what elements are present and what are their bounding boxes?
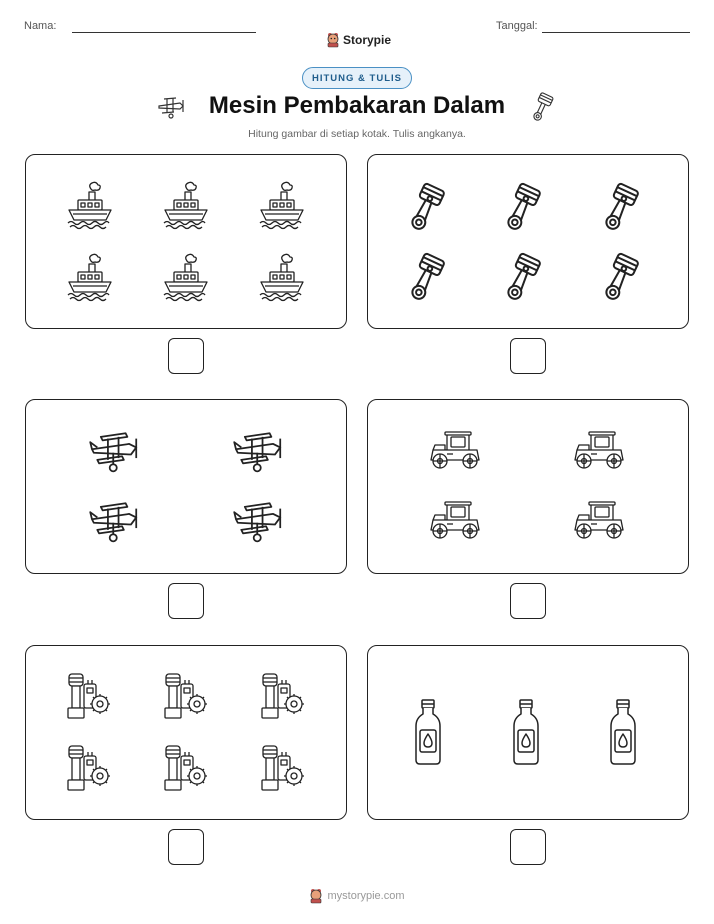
count-panel-biplanes bbox=[25, 399, 347, 574]
biplane-icon bbox=[232, 498, 286, 544]
boat-icon bbox=[257, 252, 307, 302]
boat-icon bbox=[65, 180, 115, 230]
storypie-mascot-icon bbox=[309, 888, 323, 904]
boat-icon bbox=[65, 252, 115, 302]
oil-bottle-icon bbox=[511, 698, 541, 766]
answer-box[interactable] bbox=[168, 583, 204, 619]
piston-icon bbox=[502, 250, 542, 304]
answer-box[interactable] bbox=[168, 829, 204, 865]
brand-logo bbox=[326, 32, 391, 48]
storypie-mascot-icon bbox=[326, 32, 340, 48]
engine-icon bbox=[163, 670, 209, 722]
biplane-icon bbox=[232, 428, 286, 474]
boat-icon bbox=[257, 180, 307, 230]
piston-icon bbox=[502, 180, 542, 234]
date-line[interactable] bbox=[542, 32, 690, 33]
vintage-car-icon bbox=[571, 428, 627, 474]
boat-icon bbox=[161, 180, 211, 230]
brand-name: Storypie bbox=[343, 33, 392, 47]
date-label: Tanggal: bbox=[496, 20, 538, 32]
engine-icon bbox=[66, 742, 112, 794]
footer bbox=[0, 888, 714, 904]
footer-url: mystorypie.com bbox=[327, 890, 405, 902]
oil-bottle-icon bbox=[608, 698, 638, 766]
name-line[interactable] bbox=[72, 32, 256, 33]
oil-bottle-icon bbox=[413, 698, 443, 766]
count-panel-cars bbox=[367, 399, 689, 574]
answer-box[interactable] bbox=[510, 829, 546, 865]
engine-icon bbox=[260, 742, 306, 794]
category-badge: HITUNG & TULIS bbox=[302, 67, 412, 89]
biplane-icon bbox=[88, 428, 142, 474]
vintage-car-icon bbox=[427, 428, 483, 474]
vintage-car-icon bbox=[571, 498, 627, 544]
piston-icon bbox=[406, 250, 446, 304]
engine-icon bbox=[260, 670, 306, 722]
piston-icon bbox=[600, 180, 640, 234]
engine-icon bbox=[66, 670, 112, 722]
vintage-car-icon bbox=[427, 498, 483, 544]
page-title: Mesin Pembakaran Dalam bbox=[208, 92, 506, 119]
instructions: Hitung gambar di setiap kotak. Tulis angkanya. bbox=[248, 128, 466, 140]
answer-box[interactable] bbox=[510, 338, 546, 374]
engine-icon bbox=[163, 742, 209, 794]
name-label: Nama: bbox=[24, 20, 57, 32]
answer-box[interactable] bbox=[168, 338, 204, 374]
worksheet-header bbox=[0, 18, 714, 47]
piston-icon bbox=[528, 92, 556, 122]
boat-icon bbox=[161, 252, 211, 302]
piston-icon bbox=[600, 250, 640, 304]
answer-box[interactable] bbox=[510, 583, 546, 619]
biplane-icon bbox=[88, 498, 142, 544]
piston-icon bbox=[406, 180, 446, 234]
